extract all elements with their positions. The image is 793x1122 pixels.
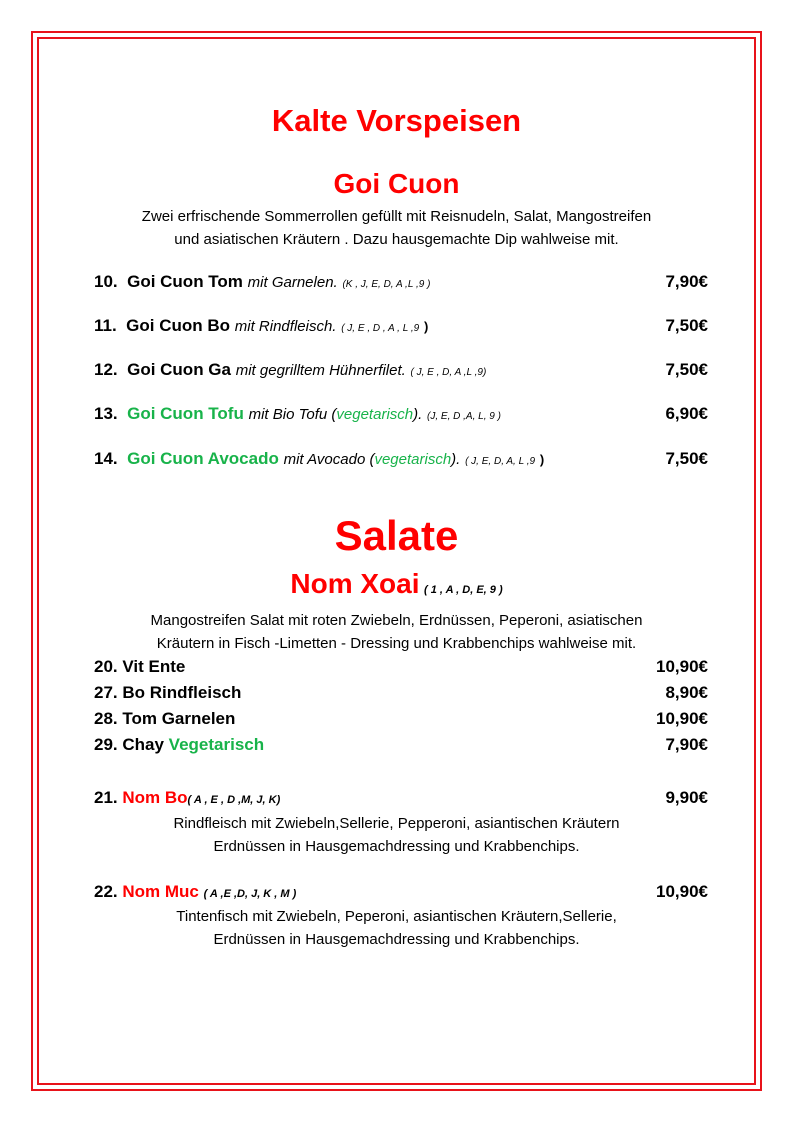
item-price: 6,90€ [665, 404, 708, 423]
item-number: 13. [94, 404, 118, 423]
vegetarian-label: vegetarisch [336, 406, 414, 423]
salad-option-27 [94, 683, 708, 705]
vegetarian-label: Vegetarisch [168, 735, 265, 754]
option-label: 29. Chay [94, 735, 164, 754]
item-price: 7,50€ [665, 449, 708, 468]
item-description: mit gegrilltem Hühnerfilet. [235, 362, 406, 379]
item-allergens: ( A ,E ,D, J, K , M ) [203, 888, 297, 900]
salad-option-20 [94, 657, 708, 679]
nom-xoai-description-line-1: Mangostreifen Salat mit roten Zwiebeln, Erdnüssen, Peperoni, asiatischen [150, 612, 643, 629]
option-price: 10,90€ [656, 709, 708, 728]
option-label: 28. Tom Garnelen [94, 709, 236, 728]
item-allergens-close: ) [539, 452, 545, 467]
menu-item-14 [94, 449, 708, 471]
item-number: 12. [94, 360, 118, 379]
item-price: 10,90€ [656, 882, 708, 901]
menu-item-12 [94, 360, 708, 382]
salad-option-28 [94, 709, 708, 731]
nom-muc-description-line-2: Erdnüssen in Hausgemachdressing und Krabbenchips. [213, 931, 580, 948]
nom-bo-description-line-1: Rindfleisch mit Zwiebeln,Sellerie, Pepperoni, asiantischen Kräutern [173, 815, 620, 832]
item-name: Goi Cuon Ga [127, 360, 231, 379]
subtitle-nom-xoai-line [37, 568, 756, 600]
option-price: 7,90€ [665, 735, 708, 754]
menu-item-13 [94, 404, 708, 426]
item-name: Goi Cuon Avocado [127, 449, 279, 468]
vegetarian-label: vegetarisch [374, 451, 452, 468]
item-price: 9,90€ [665, 788, 708, 807]
item-price: 7,50€ [665, 316, 708, 335]
item-description-end: ). [451, 451, 461, 468]
nom-xoai-description-line-2: Kräutern in Fisch -Limetten - Dressing und Krabbenchips wahlweise mit. [156, 635, 637, 652]
item-allergens: ( J, E , D , A , L ,9 [341, 323, 420, 334]
goi-cuon-description-line-1: Zwei erfrischende Sommerrollen gefüllt mit Reisnudeln, Salat, Mangostreifen [141, 208, 652, 225]
item-description: mit Rindfleisch. [234, 318, 337, 335]
item-description-end: ). [413, 406, 423, 423]
item-allergens: ( J, E , D, A ,L ,9) [410, 367, 487, 378]
item-allergens: (J, E, D ,A, L, 9 ) [427, 411, 501, 422]
section-title-kalte-vorspeisen: Kalte Vorspeisen [271, 103, 522, 138]
section-title-salate: Salate [334, 512, 459, 559]
item-allergens: ( J, E, D, A, L ,9 [465, 456, 536, 467]
option-price: 10,90€ [656, 657, 708, 676]
item-name: Nom Muc [122, 882, 199, 901]
item-name: Nom Bo [122, 788, 188, 807]
nom-bo-description-line-2: Erdnüssen in Hausgemachdressing und Krabbenchips. [213, 838, 580, 855]
item-number: 11. [94, 316, 117, 335]
nom-muc-description-line-1: Tintenfisch mit Zwiebeln, Peperoni, asiantischen Kräutern,Sellerie, [176, 908, 617, 925]
menu-item-22 [94, 882, 708, 904]
item-description: mit Bio Tofu ( [248, 406, 337, 423]
item-description: mit Avocado ( [283, 451, 375, 468]
item-allergens-close: ) [423, 319, 429, 334]
item-number: 14. [94, 449, 118, 468]
subtitle-goi-cuon: Goi Cuon [333, 168, 460, 199]
item-price: 7,50€ [665, 360, 708, 379]
item-description: mit Garnelen. [247, 274, 338, 291]
option-label: 20. Vit Ente [94, 657, 186, 676]
item-allergens: ( A , E , D ,M, J, K) [187, 794, 281, 806]
item-name: Goi Cuon Bo [126, 316, 231, 335]
menu-item-11 [94, 316, 708, 338]
item-number: 10. [94, 272, 118, 291]
item-name: Goi Cuon Tofu [127, 404, 244, 423]
menu-item-10 [94, 272, 708, 294]
item-number: 22. [94, 882, 118, 901]
item-number: 21. [94, 788, 118, 807]
subtitle-allergens: ( 1 , A , D, E, 9 ) [423, 584, 503, 596]
goi-cuon-description-line-2: und asiatischen Kräutern . Dazu hausgemachte Dip wahlweise mit. [174, 231, 619, 248]
item-price: 7,90€ [665, 272, 708, 291]
menu-item-21 [94, 788, 708, 810]
subtitle-nom-xoai: Nom Xoai [290, 568, 420, 599]
option-price: 8,90€ [665, 683, 708, 702]
item-allergens: (K , J, E, D, A ,L ,9 ) [342, 279, 431, 290]
item-name: Goi Cuon Tom [127, 272, 243, 291]
salad-option-29 [94, 735, 708, 757]
option-label: 27. Bo Rindfleisch [94, 683, 242, 702]
